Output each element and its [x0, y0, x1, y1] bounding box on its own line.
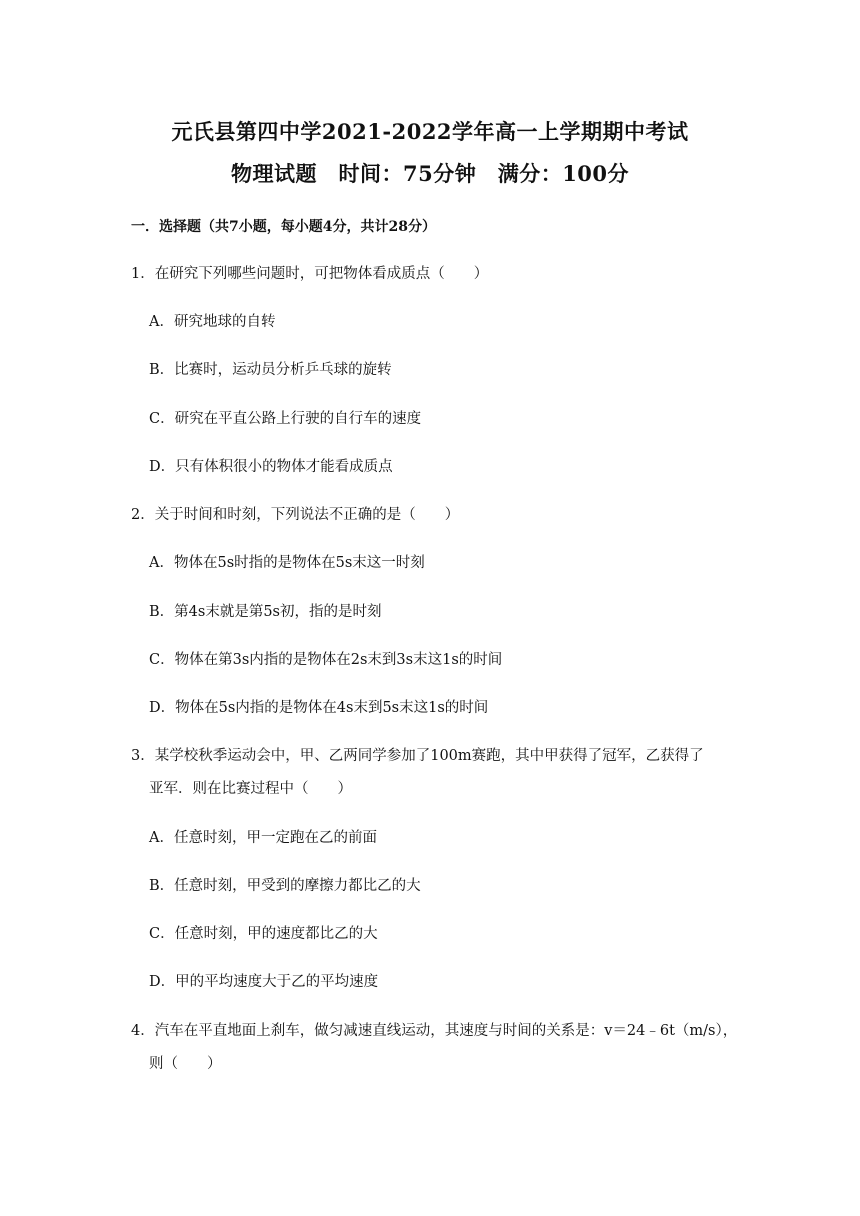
question-4-stem-line-1: 4．汽车在平直地面上刹车，做匀减速直线运动，其速度与时间的关系是：v＝24﹣6t（m/s）， — [131, 1023, 738, 1039]
question-2-option-c: C．物体在第3s内指的是物体在2s末到3s末这1s的时间 — [149, 652, 503, 668]
question-3-option-a: A．任意时刻，甲一定跑在乙的前面 — [149, 830, 377, 846]
question-2-option-a: A．物体在5s时指的是物体在5s末这一时刻 — [149, 555, 425, 571]
question-1-stem: 1．在研究下列哪些问题时，可把物体看成质点（ ） — [131, 266, 489, 282]
question-2-option-d: D．物体在5s内指的是物体在4s末到5s末这1s的时间 — [149, 700, 489, 716]
question-1-option-b: B．比赛时，运动员分析乒乓球的旋转 — [149, 362, 392, 378]
question-3-option-d: D．甲的平均速度大于乙的平均速度 — [149, 974, 379, 990]
question-1-option-a: A．研究地球的自转 — [149, 314, 276, 330]
question-2-option-b: B．第4s末就是第5s初，指的是时刻 — [149, 604, 382, 620]
section-heading: 一．选择题（共7小题，每小题4分，共计28分） — [131, 219, 436, 235]
exam-title: 元氏县第四中学2021-2022学年高一上学期期中考试 — [171, 119, 689, 144]
question-3-stem-line-1: 3．某学校秋季运动会中，甲、乙两同学参加了100m赛跑，其中甲获得了冠军，乙获得了 — [131, 748, 704, 764]
question-4-stem-line-2: 则（ ） — [149, 1056, 222, 1072]
question-1-option-c: C．研究在平直公路上行驶的自行车的速度 — [149, 411, 422, 427]
exam-subtitle: 物理试题 时间：75分钟 满分：100分 — [230, 161, 630, 186]
question-3-stem-line-2: 亚军．则在比赛过程中（ ） — [149, 781, 352, 797]
question-2-stem: 2．关于时间和时刻，下列说法不正确的是（ ） — [131, 507, 460, 523]
question-1-option-d: D．只有体积很小的物体才能看成质点 — [149, 459, 393, 475]
question-3-option-b: B．任意时刻，甲受到的摩擦力都比乙的大 — [149, 878, 421, 894]
question-3-option-c: C．任意时刻，甲的速度都比乙的大 — [149, 926, 378, 942]
